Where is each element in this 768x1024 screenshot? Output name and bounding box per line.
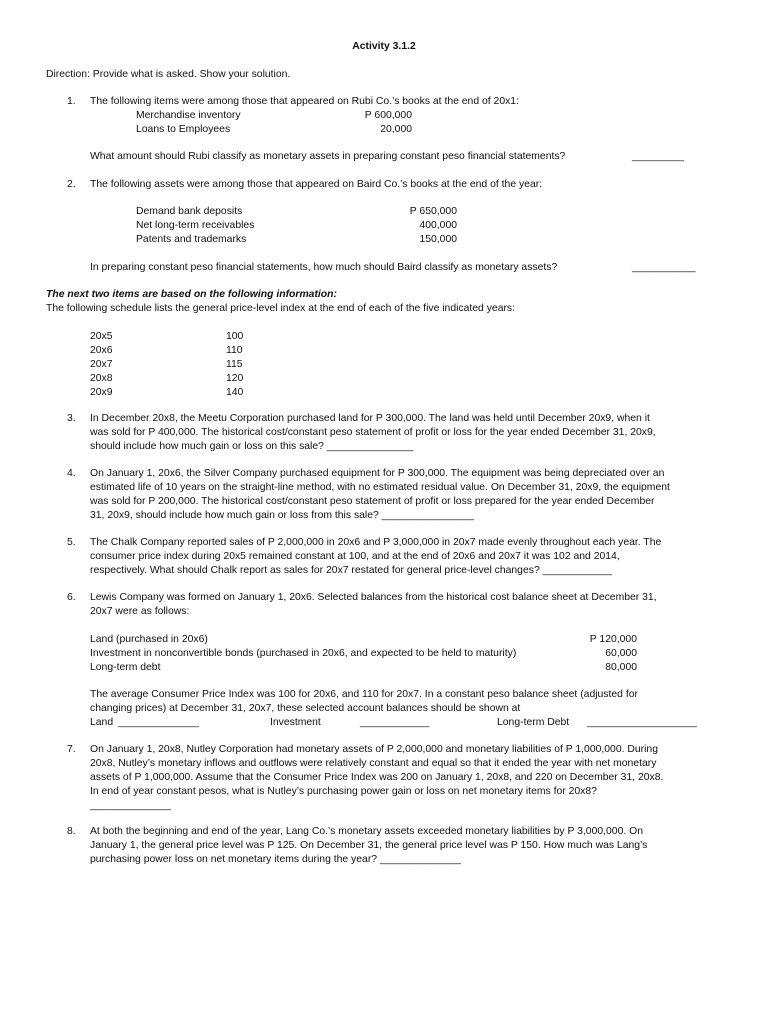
balance-value: 80,000 — [605, 662, 637, 673]
schedule-year: 20x8 — [90, 373, 113, 384]
balance-value: 60,000 — [605, 648, 637, 659]
item-value: 400,000 — [419, 220, 457, 231]
schedule-index: 115 — [226, 359, 243, 370]
question-stem: The following assets were among those that appeared on Baird Co.’s books at the end of the year: — [90, 179, 543, 190]
question-line: Lewis Company was formed on January 1, 20x6. Selected balances from the historical cost balance sheet at December 31, — [90, 592, 657, 603]
question-number: 6. — [67, 592, 76, 603]
question-number: 3. — [67, 413, 76, 424]
schedule-year: 20x9 — [90, 387, 113, 398]
item-value: P 650,000 — [409, 206, 457, 217]
question-line: assets of P 1,000,000. Assume that the Consumer Price Index was 200 on January 1, 20x8, and 220 on December 31, 20x8. — [90, 772, 664, 783]
question-line: On January 1, 20x8, Nutley Corporation had monetary assets of P 2,000,000 and monetary liabilities of P 1,000,000. During — [90, 744, 658, 755]
item-value: 150,000 — [419, 234, 457, 245]
answer-blank[interactable]: ___________ — [632, 262, 696, 273]
schedule-index: 140 — [226, 387, 244, 398]
item-label: Demand bank deposits — [136, 206, 243, 217]
question-stem: The following items were among those that appeared on Rubi Co.’s books at the end of 20x1: — [90, 96, 519, 107]
item-label: Patents and trademarks — [136, 234, 247, 245]
question-line: In December 20x8, the Meetu Corporation purchased land for P 300,000. The land was held until December 20x9, when it — [90, 413, 650, 424]
question-line: 20x7 were as follows: — [90, 606, 190, 617]
item-label: Merchandise inventory — [136, 110, 241, 121]
question-line: was sold for P 200,000. The historical cost/constant peso statement of profit or loss prepared for the year ended December — [90, 496, 655, 507]
balance-label: Land (purchased in 20x6) — [90, 634, 208, 645]
question-line: changing prices) at December 31, 20x7, these selected account balances should be shown at — [90, 703, 521, 714]
balance-label: Investment in nonconvertible bonds (purchased in 20x6, and expected to be held to maturity) — [90, 648, 517, 659]
activity-title: Activity 3.1.2 — [352, 41, 416, 52]
answer-label: Long-term Debt — [497, 717, 570, 728]
info-text: The following schedule lists the general price-level index at the end of each of the five indicated years: — [46, 303, 516, 314]
question-line: consumer price index during 20x5 remained constant at 100, and at the end of 20x6 and 20x7 it was 102 and 2014, — [90, 551, 620, 562]
question-line: was sold for P 400,000. The historical cost/constant peso statement of profit or loss for the year ended December 31, 20x9, — [90, 427, 656, 438]
question-number: 8. — [67, 826, 76, 837]
schedule-year: 20x5 — [90, 331, 113, 342]
question-line: At both the beginning and end of the year, Lang Co.’s monetary assets exceeded monetary liabilities by P 3,000,000. On — [90, 826, 643, 837]
question-line: On January 1, 20x6, the Silver Company purchased equipment for P 300,000. The equipment was being depreciated over an — [90, 468, 665, 479]
question-number: 5. — [67, 537, 76, 548]
answer-blank[interactable]: ____________ — [360, 717, 430, 728]
item-label: Loans to Employees — [136, 124, 231, 135]
question-number: 4. — [67, 468, 76, 479]
direction-text: Direction: Provide what is asked. Show your solution. — [46, 69, 291, 80]
question-text: What amount should Rubi classify as monetary assets in preparing constant peso financial statements? — [90, 151, 566, 162]
item-value: 20,000 — [380, 124, 412, 135]
question-line: respectively. What should Chalk report as sales for 20x7 restated for general price-level changes? ____________ — [90, 565, 612, 576]
schedule-year: 20x7 — [90, 359, 113, 370]
answer-label: Land — [90, 717, 114, 728]
schedule-index: 110 — [226, 345, 243, 356]
question-line: 31, 20x9, should include how much gain or loss from this sale? ________________ — [90, 510, 475, 521]
item-label: Net long-term receivables — [136, 220, 255, 231]
question-number: 2. — [67, 179, 76, 190]
answer-blank[interactable]: ___________________ — [587, 717, 697, 728]
answer-label: Investment — [270, 717, 321, 728]
question-line: In end of year constant pesos, what is Nutley’s purchasing power gain or loss on net monetary items for 20x8? — [90, 786, 597, 797]
answer-blank[interactable]: ______________ — [90, 800, 171, 811]
balance-label: Long-term debt — [90, 662, 161, 673]
schedule-index: 120 — [226, 373, 244, 384]
question-number: 1. — [67, 96, 76, 107]
answer-blank[interactable]: ______________ — [118, 717, 199, 728]
question-line: purchasing power loss on net monetary items during the year? ______________ — [90, 854, 461, 865]
question-line: The Chalk Company reported sales of P 2,000,000 in 20x6 and P 3,000,000 in 20x7 made evenly throughout each year. The — [90, 537, 662, 548]
info-heading: The next two items are based on the following information: — [46, 289, 337, 300]
question-line: estimated life of 10 years on the straight-line method, with no estimated residual value. On December 31, 20x9, the equipment — [90, 482, 670, 493]
answer-blank[interactable]: _________ — [632, 151, 685, 162]
question-line: The average Consumer Price Index was 100 for 20x6, and 110 for 20x7. In a constant peso balance sheet (adjusted for — [90, 689, 638, 700]
item-value: P 600,000 — [364, 110, 412, 121]
question-line: 20x8, Nutley’s monetary inflows and outflows were relatively constant and equal so that it ended the year with net monetary — [90, 758, 657, 769]
schedule-index: 100 — [226, 331, 244, 342]
question-line: should include how much gain or loss on this sale? _______________ — [90, 441, 414, 452]
question-line: January 1, the general price level was P 125. On December 31, the general price level was P 150. How much was Lang’s — [90, 840, 648, 851]
question-number: 7. — [67, 744, 76, 755]
schedule-year: 20x6 — [90, 345, 113, 356]
question-text: In preparing constant peso financial statements, how much should Baird classify as monetary assets? — [90, 262, 558, 273]
balance-value: P 120,000 — [589, 634, 637, 645]
